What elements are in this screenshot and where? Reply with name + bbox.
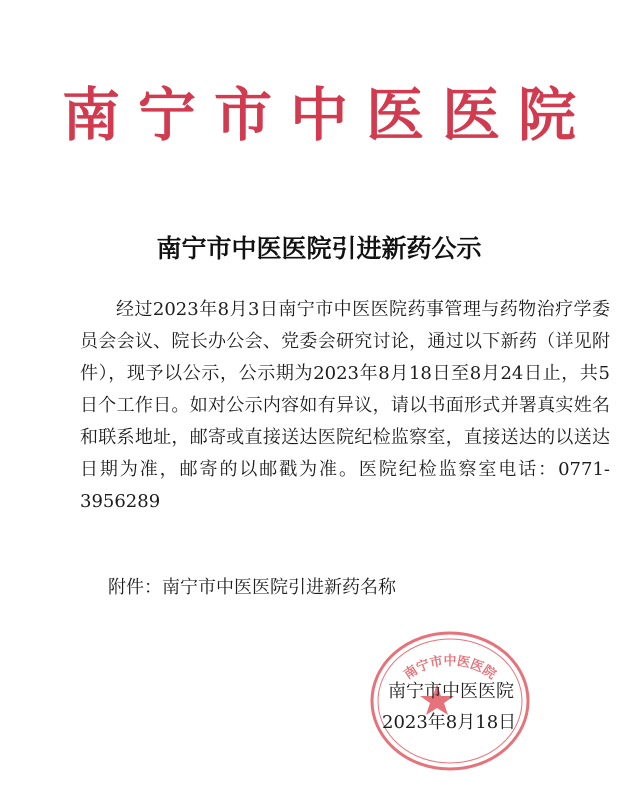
letterhead-title: 南宁市中医医院 — [61, 81, 594, 149]
seal-text: 南宁市中医医院 — [401, 653, 499, 683]
notice-body: 经过2023年8月3日南宁市中医医院药事管理与药物治疗学委员会会议、院长办公会、党委会研究讨论，通过以下新药（详见附件），现予以公示，公示期为2023年8月18日至8月24日止，共5日个工作日。如对公示内容如有异议，请以书面形式并署真实姓名和联系地址，邮寄或直接送达医院纪检监察室，直接送达的以送达日期为准，邮寄的以邮戳为准。医院纪检监察室电话：0771-3956289 — [80, 299, 610, 512]
notice-title: 南宁市中医医院引进新药公示 — [156, 234, 482, 263]
svg-text:南宁市中医医院 — [401, 653, 499, 683]
attachment-line: 附件：南宁市中医医院引进新药名称 — [108, 577, 396, 598]
signature-org: 南宁市中医医院 — [388, 681, 514, 702]
signature-date: 2023年8月18日 — [382, 712, 517, 733]
